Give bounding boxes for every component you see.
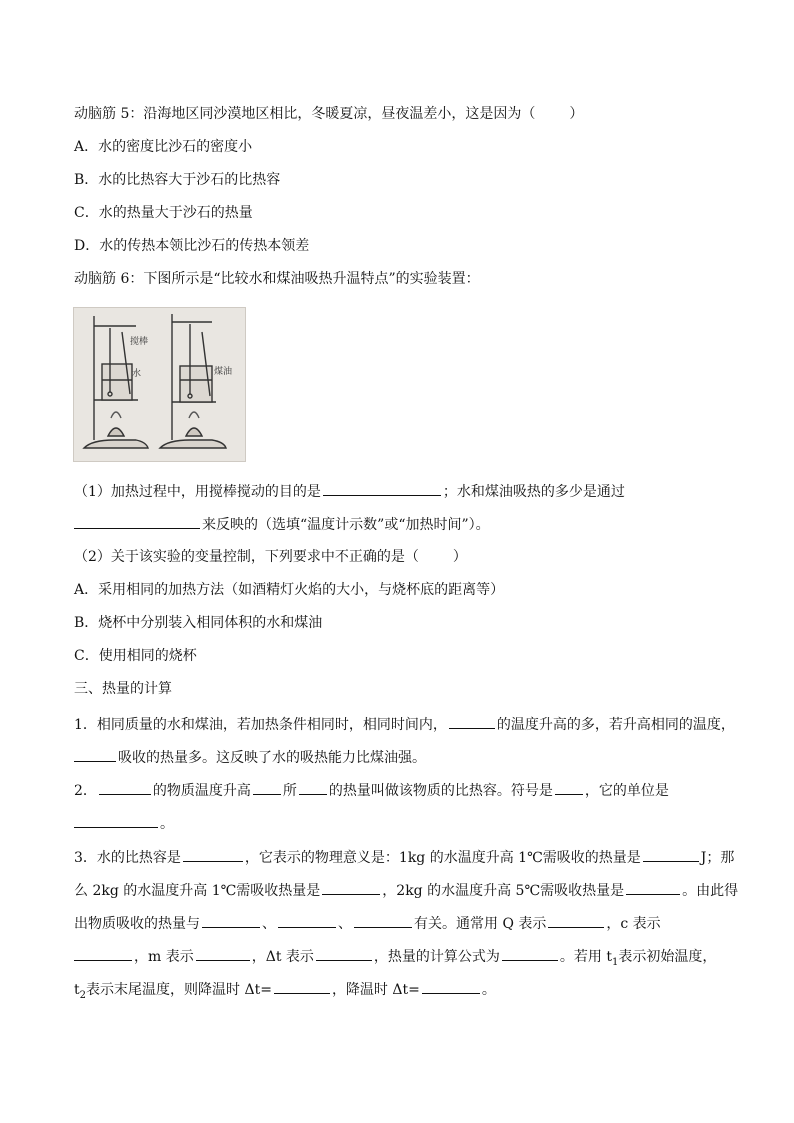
answer-blank[interactable]	[643, 847, 699, 862]
s3-item3-text: 。若用 t	[559, 949, 612, 965]
s3-item3-text: J；那	[700, 850, 735, 866]
q6-p2-text: （2）关于该实验的变量控制，下列要求中不正确的是（	[74, 549, 419, 565]
s3-item2-text-c: 所	[282, 783, 297, 799]
answer-blank[interactable]	[548, 913, 604, 928]
s3-item3-text: 出物质吸收的热量与	[74, 916, 200, 932]
q6-stem: 动脑筋 6：下图所示是“比较水和煤油吸热升温特点”的实验装置：	[74, 271, 480, 287]
q6-p1-text-b: ；水和煤油吸热的多少是通过	[442, 484, 625, 500]
s3-item3-line5	[74, 979, 496, 1006]
s3-item3-text: ，c 表示	[606, 916, 661, 932]
subscript: 1	[612, 956, 619, 968]
q6-part1-line2	[74, 514, 490, 535]
label-kerosene: 煤油	[214, 367, 233, 377]
answer-blank[interactable]	[74, 946, 132, 961]
answer-blank[interactable]	[99, 780, 151, 795]
s3-item3-text: 3．水的比热容是	[74, 850, 181, 866]
answer-blank[interactable]	[74, 747, 116, 762]
s3-item2-text-b: 的物质温度升高	[152, 783, 251, 799]
subscript: 2	[79, 989, 87, 1001]
s3-item3-text: ，2kg 的水温度升高 5℃需吸收热量是	[382, 883, 625, 899]
q5-stem-text: 动脑筋 5：沿海地区同沙漠地区相比，冬暖夏凉，昼夜温差小，这是因为（	[74, 106, 536, 122]
s3-item3-text: 、	[338, 916, 352, 932]
answer-blank[interactable]	[299, 780, 327, 795]
s3-item3-text: 。由此得	[682, 883, 739, 899]
answer-blank[interactable]	[74, 813, 158, 828]
answer-blank[interactable]	[502, 946, 558, 961]
s3-item3-line2	[74, 880, 738, 901]
s3-item3-text: 。	[481, 982, 496, 998]
s3-item3-text: ，m 表示	[134, 949, 194, 965]
s3-item3-text: Δt 表示	[265, 949, 314, 965]
answer-blank[interactable]	[196, 946, 250, 961]
s3-item1-line1	[74, 714, 735, 735]
q6-p1-text-a: （1）加热过程中，用搅棒搅动的目的是	[74, 484, 321, 500]
q6-p1-text-c: 来反映的（选填“温度计示数”或“加热时间”）。	[202, 517, 490, 533]
answer-blank[interactable]	[202, 913, 260, 928]
s3-item3-text: 表示初始温度，	[618, 949, 717, 965]
answer-blank[interactable]	[278, 913, 336, 928]
s3-item2-line2	[74, 813, 174, 834]
s3-item3-text: 有关。通常用 Q 表示	[414, 916, 547, 932]
s3-item1-text-c: 吸收的热量多。这反映了水的吸热能力比煤油强。	[118, 750, 426, 766]
q6-option-b: B．烧杯中分别装入相同体积的水和煤油	[74, 615, 323, 631]
q6-option-c: C．使用相同的烧杯	[74, 648, 197, 664]
s3-item2-text-a: 2．	[74, 783, 97, 799]
s3-item3-text: t	[74, 982, 80, 998]
answer-blank[interactable]	[323, 481, 441, 496]
answer-blank[interactable]	[74, 514, 200, 529]
s3-item3-text: 、	[262, 916, 276, 932]
s3-item3-text: 表示末尾温度，则降温时 Δt=	[86, 982, 272, 998]
s3-item1-text-a: 1．相同质量的水和煤油，若加热条件相同时，相同时间内，	[74, 717, 447, 733]
answer-blank[interactable]	[274, 979, 330, 994]
apparatus-drawing	[74, 308, 245, 461]
q5-stem-end: ）	[569, 106, 584, 122]
s3-item3-line4	[74, 946, 716, 973]
s3-item3-text: ，它表示的物理意义是：1kg 的水温度升高 1℃需吸收的热量是	[244, 850, 641, 866]
answer-blank[interactable]	[316, 946, 372, 961]
s3-item3-text: ，热量的计算公式为	[373, 949, 500, 965]
section-heading: 三、热量的计算	[74, 681, 172, 697]
s3-item3-text: ，降温时 Δt=	[331, 982, 420, 998]
s3-item2-text-f: 。	[160, 816, 174, 832]
s3-item2-line1	[74, 780, 669, 801]
q6-part1-line1	[74, 481, 625, 502]
s3-item1-text-b: 的温度升高的多，若升高相同的温度，	[496, 717, 735, 733]
q6-p2-end: ）	[452, 549, 467, 565]
q5-option-d: D．水的传热本领比沙石的传热本领差	[74, 238, 310, 254]
s3-item2-text-d: 的热量叫做该物质的比热容。符号是	[328, 783, 553, 799]
s3-item3-text: ，	[251, 949, 266, 965]
answer-blank[interactable]	[183, 847, 243, 862]
answer-blank[interactable]	[626, 880, 680, 895]
experiment-apparatus-figure	[73, 307, 246, 462]
s3-item3-line3	[74, 913, 661, 934]
answer-blank[interactable]	[354, 913, 412, 928]
q5-stem	[74, 104, 583, 124]
q6-option-a: A．采用相同的加热方法（如酒精灯火焰的大小，与烧杯底的距离等）	[74, 582, 505, 598]
label-stir-rod: 搅棒	[130, 337, 149, 347]
label-water: 水	[132, 369, 142, 379]
s3-item2-text-e: ，它的单位是	[584, 783, 669, 799]
answer-blank[interactable]	[555, 780, 583, 795]
answer-blank[interactable]	[449, 714, 495, 729]
s3-item3-text: 么 2kg 的水温度升高 1℃需吸收热量是	[74, 883, 321, 899]
q5-option-a: A．水的密度比沙石的密度小	[74, 139, 253, 155]
s3-item1-line2	[74, 747, 426, 768]
answer-blank[interactable]	[422, 979, 480, 994]
answer-blank[interactable]	[253, 780, 281, 795]
q6-part2-stem	[74, 547, 467, 567]
q5-option-b: B．水的比热容大于沙石的比热容	[74, 172, 281, 188]
s3-item3-line1	[74, 847, 734, 868]
q5-option-c: C．水的热量大于沙石的热量	[74, 205, 253, 221]
answer-blank[interactable]	[322, 880, 380, 895]
